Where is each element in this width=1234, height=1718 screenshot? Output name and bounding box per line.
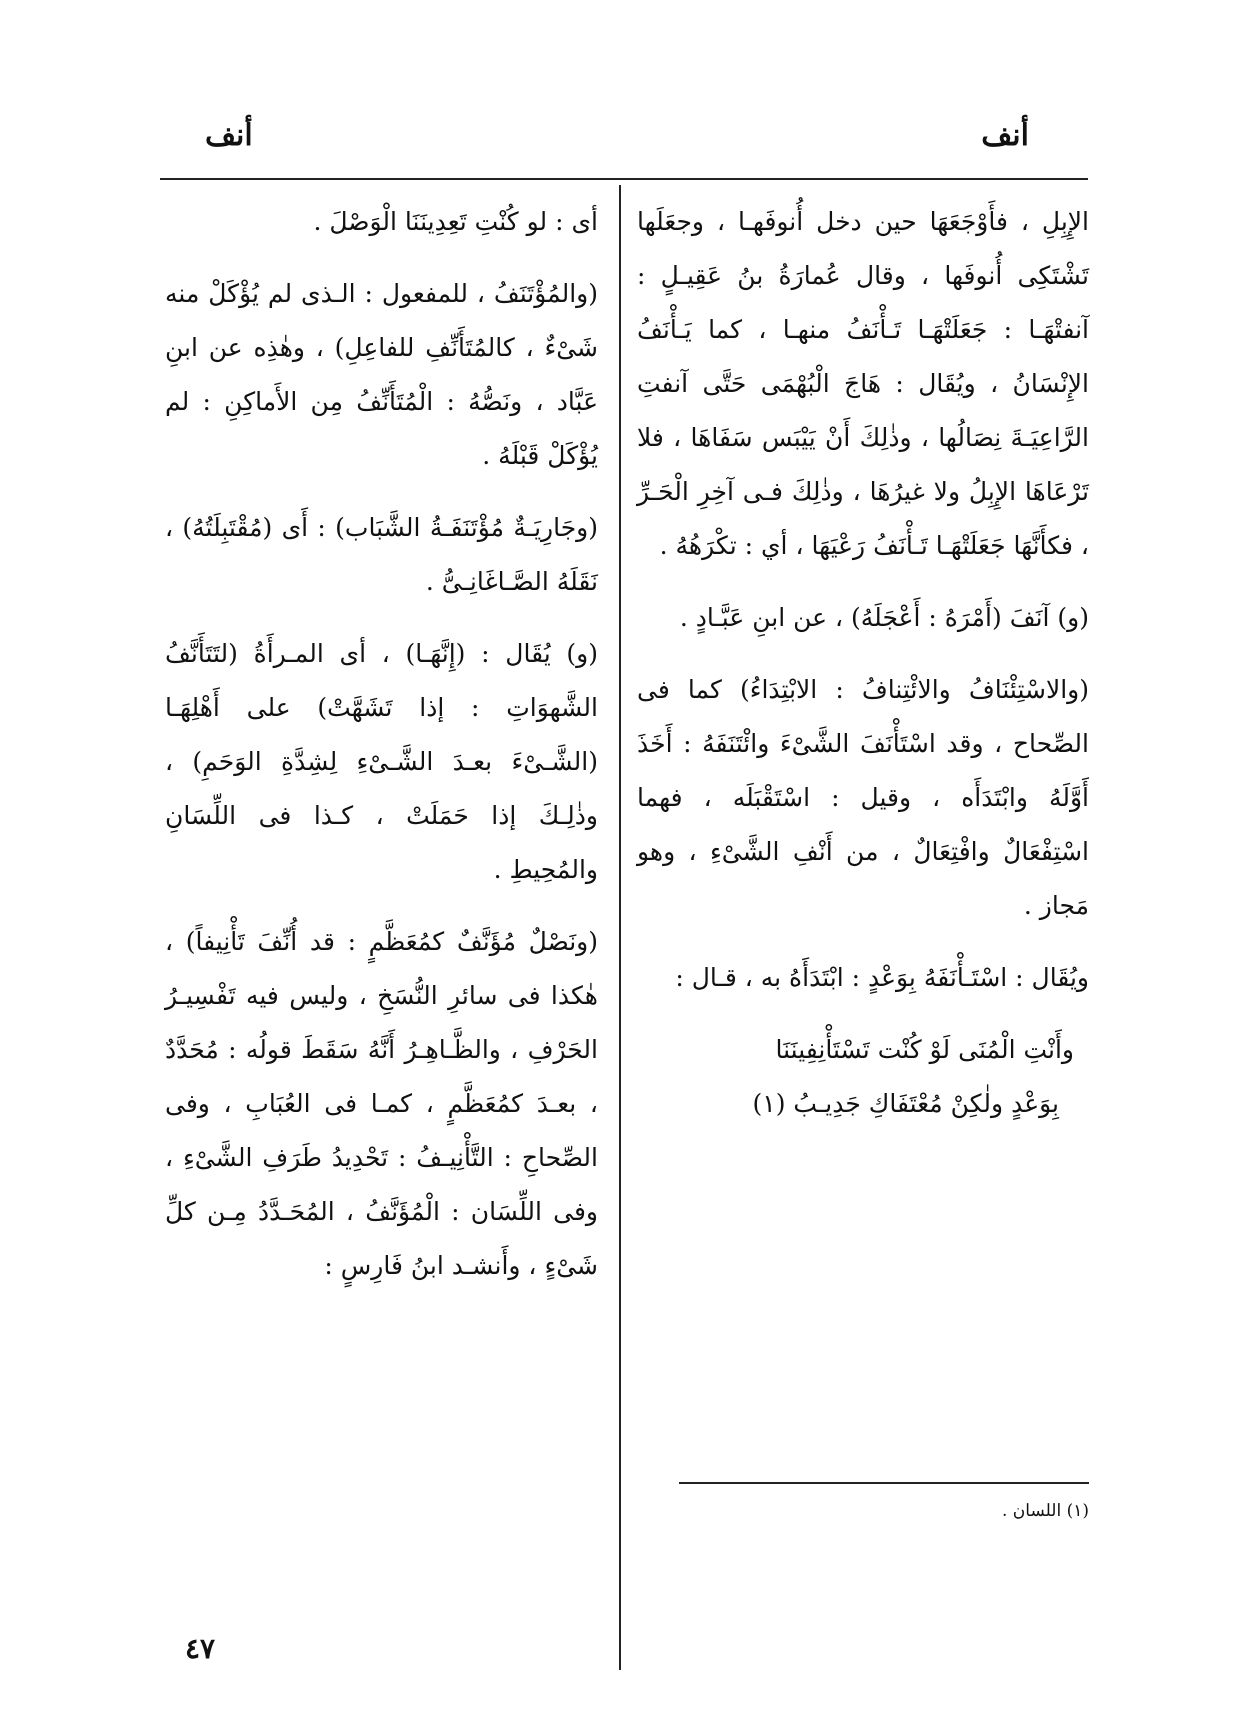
paragraph: الإِبِلِ ، فأَوْجَعَهَا حين دخل أُنوفَهـا ، وجعَلَها تَشْتَكِى أُنوفَها ، وقال عُمارَةُ بنُ عَقِيـلٍ : آنفتْهَـا : جَعَلَتْهَـا تَـأْنَفُ منهـا ، كما يَـأْنَفُ الإِنْسَانُ ، ويُقَال : هَاجَ الْبُهْمَى حَتَّى آنفتِ الرَّاعِيَـةَ نِصَالُها ، وذٰلِكَ أَنْ يَيْبَس سَفَاهَا ، فلا تَرْعَاهَا الإِبِلُ ولا غيرُهَا ، وذٰلِكَ فـى آخِرِ الْحَـرِّ ، فكأَنَّهَا جَعَلَتْهَـا تَـأْنَفُ رَعْيَهَا ، أي : تكْرَهُهُ . <box>637 207 1089 560</box>
footnote-rule <box>679 1482 1089 1484</box>
paragraph: ويُقَال : اسْتَـأْنَفَهُ بِوَعْدٍ : ابْتَدَأَهُ به ، قـال : <box>675 963 1089 992</box>
poem-line: بِوَعْدٍ ولٰكِنْ مُعْتَفَاكِ جَدِيـبُ (١) <box>752 1089 1059 1118</box>
footnote: (١) اللسان . <box>1002 1501 1089 1521</box>
paragraph: (والاسْتِئْنَافُ والائْتِنافُ : الابْتِدَاءُ) كما فى الصِّحاح ، وقد اسْتَأْنَفَ الشَّىْءَ وائْتَنَفَهُ : أَخَذَ أَوَّلَهُ وابْتَدَأَه ، وقيل : اسْتَقْبَلَه ، فهما اسْتِفْعَالٌ وافْتِعَالٌ ، من أَنْفِ الشَّىْءِ ، وهو مَجاز . <box>637 675 1089 920</box>
paragraph: أى : لو كُنْتِ تَعِدِينَنَا الْوَصْلَ . <box>313 207 598 236</box>
poem-line: وأَنْتِ الْمُنَى لَوْ كُنْت تَسْتَأْنِفِينَنَا <box>775 1035 1074 1064</box>
right-column <box>637 195 1089 1131</box>
column-divider <box>619 185 621 1670</box>
running-header-right: أنف <box>981 118 1029 153</box>
page-number: ٤٧ <box>185 1632 216 1665</box>
paragraph: (و) يُقَال : (إِنَّهَـا) ، أى المـرأَةُ (لتَتَأَنَّفُ الشَّهوَاتِ : إذا تَشَهَّتْ) على أَهْلِهَـا (الشَّـىْءَ بعـدَ الشَّـىْءِ لِشِدَّةِ الوَحَمِ) ، وذٰلِـكَ إذا حَمَلَتْ ، كـذا فى اللِّسَانِ والمُحِيطِ . <box>165 639 598 884</box>
paragraph: (وجَارِيَـةٌ مُؤْتَنَفَـةُ الشَّبَاب) : أَى (مُقْتَبِلَتُهُ) ، نَقَلَهُ الصَّـاغَانِـىُّ . <box>165 513 598 596</box>
paragraph: (و) آنَفَ (أَمْرَهُ : أَعْجَلَهُ) ، عن ابنِ عَبَّـادٍ . <box>679 603 1089 632</box>
running-header-left: أنف <box>205 118 253 153</box>
paragraph: (والمُؤْتَنَفُ ، للمفعول : الـذى لم يُؤْكَلْ منه شَىْءٌ ، كالمُتَأَنِّفِ للفاعِلِ) ، وهٰذِه عن ابنِ عَبَّاد ، ونَصُّهُ : الْمُتَأَنِّفُ مِن الأَماكِنِ : لم يُؤْكَلْ قَبْلَهُ . <box>165 279 598 470</box>
left-column <box>165 195 598 1311</box>
paragraph: (ونَصْلٌ مُؤَنَّفٌ كمُعَظَّمٍ : قد أُنِّفَ تَأْنِيفاً) ، هٰكذا فى سائرِ النُّسَخِ ، وليس فيه تَفْسِيـرُ الحَرْفِ ، والظَّـاهِـرُ أَنَّهُ سَقَطَ قولُه : مُحَدَّدٌ ، بعـدَ كمُعَظَّمٍ ، كمـا فى العُبَابِ ، وفى الصِّحاحِ : التَّأْنِيـفُ : تَحْدِيدُ طَرَفِ الشَّىْءِ ، وفى اللِّسَان : الْمُؤَنَّفُ ، المُحَـدَّدُ مِـن كلِّ شَىْءٍ ، وأَنشـد ابنُ فَارِسٍ : <box>165 927 598 1280</box>
header-rule <box>160 178 1088 180</box>
